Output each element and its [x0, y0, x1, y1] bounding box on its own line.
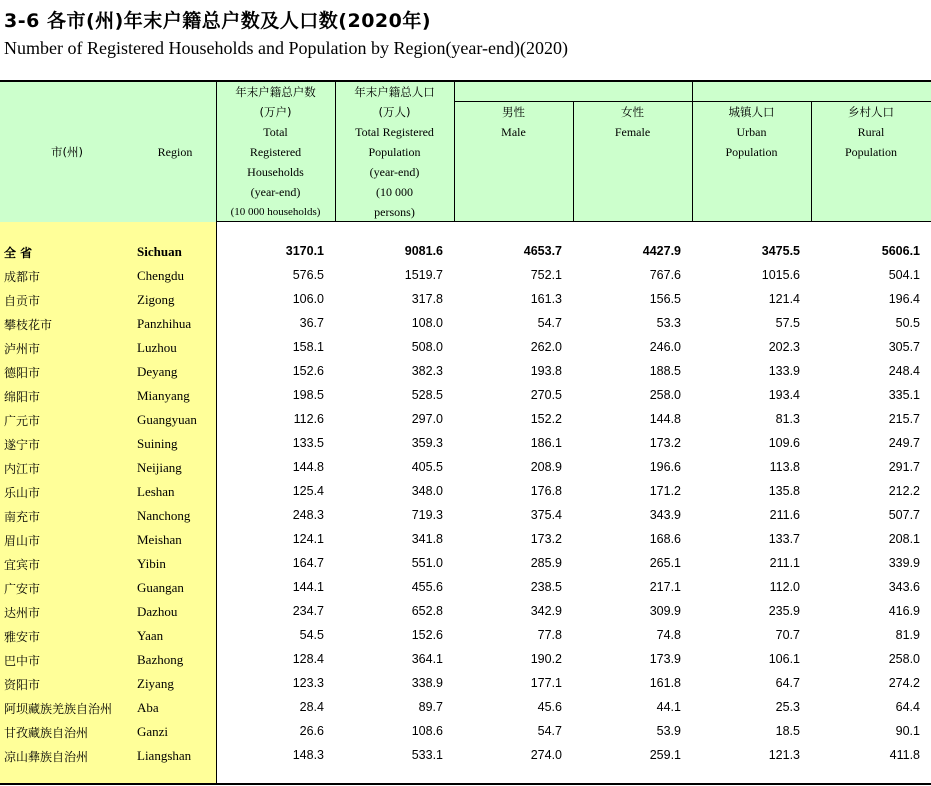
value-cell: 188.5: [649, 364, 681, 378]
value-cell: 156.5: [649, 292, 681, 306]
value-cell: 405.5: [411, 460, 443, 474]
value-cell: 77.8: [537, 628, 562, 642]
region-name-en: Deyang: [137, 364, 178, 379]
table-row: [0, 504, 931, 528]
value-cell: 133.9: [768, 364, 800, 378]
city-name-cn: 甘孜藏族自治州: [4, 726, 89, 740]
header-households-line: Households: [247, 165, 304, 179]
header-rural-line: Population: [844, 145, 897, 159]
region-name-en: Bazhong: [137, 652, 184, 667]
value-cell: 455.6: [411, 580, 443, 594]
value-cell: 108.0: [411, 316, 443, 330]
region-name-en: Ziyang: [137, 676, 174, 691]
value-cell: 339.9: [888, 556, 920, 570]
region-name-en: Leshan: [137, 484, 175, 499]
value-cell: 158.1: [292, 340, 324, 354]
value-cell: 211.6: [769, 508, 800, 522]
value-cell: 193.4: [768, 388, 800, 402]
table-row: [0, 744, 931, 768]
value-cell: 528.5: [411, 388, 443, 402]
city-name-cn: 凉山彝族自治州: [4, 750, 89, 764]
value-cell: 64.7: [775, 676, 800, 690]
value-cell: 258.0: [649, 388, 681, 402]
table-row: [0, 432, 931, 456]
value-cell: 193.8: [530, 364, 562, 378]
value-cell: 70.7: [775, 628, 800, 642]
value-cell: 291.7: [888, 460, 920, 474]
value-cell: 551.0: [411, 556, 443, 570]
value-cell: 202.3: [768, 340, 800, 354]
header-urban: [692, 102, 811, 162]
region-name-en: Guangyuan: [137, 412, 197, 427]
value-cell: 211.1: [769, 556, 800, 570]
value-cell: 652.8: [411, 604, 443, 618]
value-cell: 285.9: [530, 556, 562, 570]
value-cell: 64.4: [895, 700, 920, 714]
region-name-en: Chengdu: [137, 268, 184, 283]
value-cell: 90.1: [895, 724, 920, 738]
value-cell: 274.2: [888, 676, 920, 690]
header-households-line: 年末户籍总户数: [235, 85, 316, 99]
value-cell: 359.3: [411, 436, 443, 450]
table-row: [0, 288, 931, 312]
value-cell: 262.0: [530, 340, 562, 354]
value-cell: 3475.5: [761, 244, 800, 258]
value-cell: 9081.6: [404, 244, 443, 258]
value-cell: 305.7: [888, 340, 920, 354]
header-population-line: Population: [368, 145, 421, 159]
value-cell: 45.6: [537, 700, 562, 714]
region-name-en: Suining: [137, 436, 178, 451]
header-male-line: Male: [501, 125, 526, 139]
value-cell: 507.7: [888, 508, 920, 522]
region-name-en: Panzhihua: [137, 316, 192, 331]
bottom-rule: [0, 783, 931, 785]
value-cell: 173.2: [530, 532, 562, 546]
value-cell: 335.1: [888, 388, 920, 402]
value-cell: 171.2: [649, 484, 681, 498]
value-cell: 265.1: [649, 556, 681, 570]
header-urban-line: Population: [725, 145, 778, 159]
value-cell: 173.9: [649, 652, 681, 666]
city-name-cn: 宜宾市: [4, 558, 41, 572]
city-name-cn: 绵阳市: [4, 390, 41, 404]
value-cell: 133.7: [768, 532, 800, 546]
value-cell: 74.8: [656, 628, 681, 642]
value-cell: 259.1: [649, 748, 681, 762]
table-row: [0, 336, 931, 360]
value-cell: 135.8: [768, 484, 800, 498]
header-female: [573, 102, 692, 142]
region-name-en: Liangshan: [137, 748, 192, 763]
value-cell: 215.7: [888, 412, 920, 426]
city-name-cn: 遂宁市: [4, 438, 41, 452]
value-cell: 3170.1: [285, 244, 324, 258]
value-cell: 234.7: [292, 604, 324, 618]
value-cell: 176.8: [530, 484, 562, 498]
value-cell: 208.9: [530, 460, 562, 474]
value-cell: 44.1: [656, 700, 681, 714]
value-cell: 297.0: [411, 412, 443, 426]
value-cell: 148.3: [292, 748, 324, 762]
city-name-cn: 达州市: [4, 606, 41, 620]
value-cell: 57.5: [775, 316, 800, 330]
value-cell: 144.8: [292, 460, 324, 474]
table-row: [0, 480, 931, 504]
value-cell: 270.5: [530, 388, 562, 402]
header-rural-line: Rural: [857, 125, 885, 139]
header-male: [454, 102, 573, 142]
value-cell: 168.6: [649, 532, 681, 546]
value-cell: 28.4: [299, 700, 324, 714]
value-cell: 124.1: [292, 532, 324, 546]
table-row: [0, 576, 931, 600]
city-name-cn: 阿坝藏族羌族自治州: [4, 702, 113, 716]
value-cell: 196.6: [649, 460, 681, 474]
value-cell: 50.5: [895, 316, 920, 330]
header-urban-line: 城镇人口: [728, 105, 775, 119]
value-cell: 5606.1: [881, 244, 920, 258]
region-name-en: Meishan: [137, 532, 182, 547]
value-cell: 238.5: [530, 580, 562, 594]
header-population-line: Total Registered: [355, 125, 434, 139]
value-cell: 4427.9: [642, 244, 681, 258]
header-households-line: (万户): [259, 105, 292, 119]
table-row: [0, 456, 931, 480]
city-name-cn: 德阳市: [4, 366, 41, 380]
region-name-en: Yaan: [137, 628, 164, 643]
value-cell: 504.1: [888, 268, 920, 282]
value-cell: 53.3: [656, 316, 681, 330]
header-households-line: (year-end): [250, 185, 301, 199]
table-row: [0, 384, 931, 408]
value-cell: 338.9: [411, 676, 443, 690]
region-name-en: Neijiang: [137, 460, 182, 475]
value-cell: 190.2: [530, 652, 562, 666]
value-cell: 364.1: [411, 652, 443, 666]
value-cell: 81.3: [775, 412, 800, 426]
table-row: [0, 408, 931, 432]
header-households-line: (10 000 households): [230, 206, 321, 218]
table-row: [0, 720, 931, 744]
value-cell: 25.3: [775, 700, 800, 714]
region-name-en: Guangan: [137, 580, 184, 595]
region-name-en: Sichuan: [137, 244, 182, 259]
header-female-line: 女性: [621, 105, 644, 119]
value-cell: 208.1: [888, 532, 920, 546]
value-cell: 382.3: [411, 364, 443, 378]
value-cell: 173.2: [649, 436, 681, 450]
region-name-en: Zigong: [137, 292, 175, 307]
header-city: [0, 142, 134, 162]
value-cell: 348.0: [411, 484, 443, 498]
value-cell: 121.4: [768, 292, 800, 306]
value-cell: 258.0: [888, 652, 920, 666]
table-row: [0, 624, 931, 648]
region-name-en: Mianyang: [137, 388, 190, 403]
city-name-cn: 全 省: [4, 246, 33, 260]
region-name-en: Dazhou: [137, 604, 178, 619]
value-cell: 112.0: [769, 580, 800, 594]
value-cell: 54.5: [299, 628, 324, 642]
city-name-cn: 内江市: [4, 462, 41, 476]
table-row: [0, 648, 931, 672]
header-urban-line: Urban: [736, 125, 767, 139]
title-english: Number of Registered Households and Population by Region(year-end)(2020): [4, 38, 569, 58]
header-male-line: 男性: [502, 105, 525, 119]
header-region: [134, 142, 216, 162]
city-name-cn: 雅安市: [4, 630, 41, 644]
value-cell: 246.0: [649, 340, 681, 354]
city-name-cn: 广元市: [4, 414, 41, 428]
value-cell: 144.8: [649, 412, 681, 426]
city-name-cn: 资阳市: [4, 678, 41, 692]
header-region-label: Region: [157, 145, 193, 159]
table-row: [0, 264, 931, 288]
header-population-line: (10 000: [376, 185, 413, 199]
value-cell: 248.3: [292, 508, 324, 522]
title-chinese: 3-6 各市(州)年末户籍总户数及人口数(2020年): [4, 10, 432, 32]
value-cell: 128.4: [292, 652, 324, 666]
header-population-line: (万人): [378, 105, 411, 119]
value-cell: 343.9: [649, 508, 681, 522]
city-name-cn: 乐山市: [4, 486, 41, 500]
value-cell: 121.3: [768, 748, 800, 762]
value-cell: 133.5: [292, 436, 324, 450]
table-row: [0, 312, 931, 336]
value-cell: 533.1: [411, 748, 443, 762]
value-cell: 89.7: [418, 700, 443, 714]
value-cell: 719.3: [411, 508, 443, 522]
value-cell: 108.6: [411, 724, 443, 738]
value-cell: 161.8: [649, 676, 681, 690]
top-rule: [0, 80, 931, 82]
value-cell: 767.6: [649, 268, 681, 282]
value-cell: 317.8: [411, 292, 443, 306]
city-name-cn: 广安市: [4, 582, 41, 596]
table-row: [0, 696, 931, 720]
value-cell: 152.6: [411, 628, 443, 642]
header-households: [216, 82, 335, 222]
region-name-en: Yibin: [137, 556, 166, 571]
table-row: [0, 528, 931, 552]
header-female-line: Female: [614, 125, 651, 139]
value-cell: 112.6: [293, 412, 324, 426]
city-name-cn: 眉山市: [4, 534, 41, 548]
header-rural: [811, 102, 931, 162]
header-households-line: Registered: [249, 145, 302, 159]
value-cell: 36.7: [299, 316, 324, 330]
value-cell: 508.0: [411, 340, 443, 354]
region-name-en: Aba: [137, 700, 159, 715]
value-cell: 1519.7: [404, 268, 443, 282]
value-cell: 152.2: [530, 412, 562, 426]
city-name-cn: 成都市: [4, 270, 41, 284]
region-name-en: Luzhou: [137, 340, 177, 355]
value-cell: 109.6: [768, 436, 800, 450]
value-cell: 186.1: [530, 436, 562, 450]
value-cell: 81.9: [895, 628, 920, 642]
value-cell: 341.8: [411, 532, 443, 546]
value-cell: 196.4: [888, 292, 920, 306]
header-households-line: Total: [263, 125, 288, 139]
value-cell: 152.6: [292, 364, 324, 378]
value-cell: 375.4: [530, 508, 562, 522]
value-cell: 752.1: [530, 268, 562, 282]
value-cell: 18.5: [775, 724, 800, 738]
header-population: [335, 82, 454, 222]
value-cell: 249.7: [888, 436, 920, 450]
city-name-cn: 南充市: [4, 510, 41, 524]
header-population-line: 年末户籍总人口: [354, 85, 435, 99]
value-cell: 576.5: [292, 268, 324, 282]
city-name-cn: 攀枝花市: [4, 318, 53, 332]
value-cell: 309.9: [649, 604, 681, 618]
value-cell: 235.9: [768, 604, 800, 618]
table-row: [0, 360, 931, 384]
value-cell: 1015.6: [761, 268, 800, 282]
value-cell: 54.7: [537, 724, 562, 738]
total-row: [0, 240, 931, 264]
region-name-en: Nanchong: [137, 508, 191, 523]
header-city-label: 市(州): [51, 145, 83, 159]
value-cell: 274.0: [530, 748, 562, 762]
city-name-cn: 巴中市: [4, 654, 41, 668]
value-cell: 343.6: [888, 580, 920, 594]
value-cell: 248.4: [888, 364, 920, 378]
table-row: [0, 672, 931, 696]
value-cell: 161.3: [530, 292, 562, 306]
table-row: [0, 600, 931, 624]
value-cell: 164.7: [292, 556, 324, 570]
value-cell: 4653.7: [523, 244, 562, 258]
value-cell: 26.6: [299, 724, 324, 738]
value-cell: 177.1: [530, 676, 562, 690]
value-cell: 416.9: [888, 604, 920, 618]
value-cell: 212.2: [888, 484, 920, 498]
header-population-line: persons): [374, 205, 415, 219]
value-cell: 144.1: [292, 580, 324, 594]
value-cell: 106.1: [768, 652, 800, 666]
value-cell: 54.7: [537, 316, 562, 330]
value-cell: 411.8: [889, 748, 920, 762]
city-name-cn: 泸州市: [4, 342, 41, 356]
table-row: [0, 552, 931, 576]
value-cell: 342.9: [530, 604, 562, 618]
value-cell: 123.3: [292, 676, 324, 690]
value-cell: 106.0: [292, 292, 324, 306]
header-rural-line: 乡村人口: [848, 105, 894, 119]
value-cell: 53.9: [656, 724, 681, 738]
value-cell: 125.4: [292, 484, 324, 498]
value-cell: 198.5: [292, 388, 324, 402]
region-name-en: Ganzi: [137, 724, 169, 739]
value-cell: 217.1: [649, 580, 681, 594]
city-name-cn: 自贡市: [4, 294, 41, 308]
header-population-line: (year-end): [369, 165, 420, 179]
value-cell: 113.8: [769, 460, 800, 474]
